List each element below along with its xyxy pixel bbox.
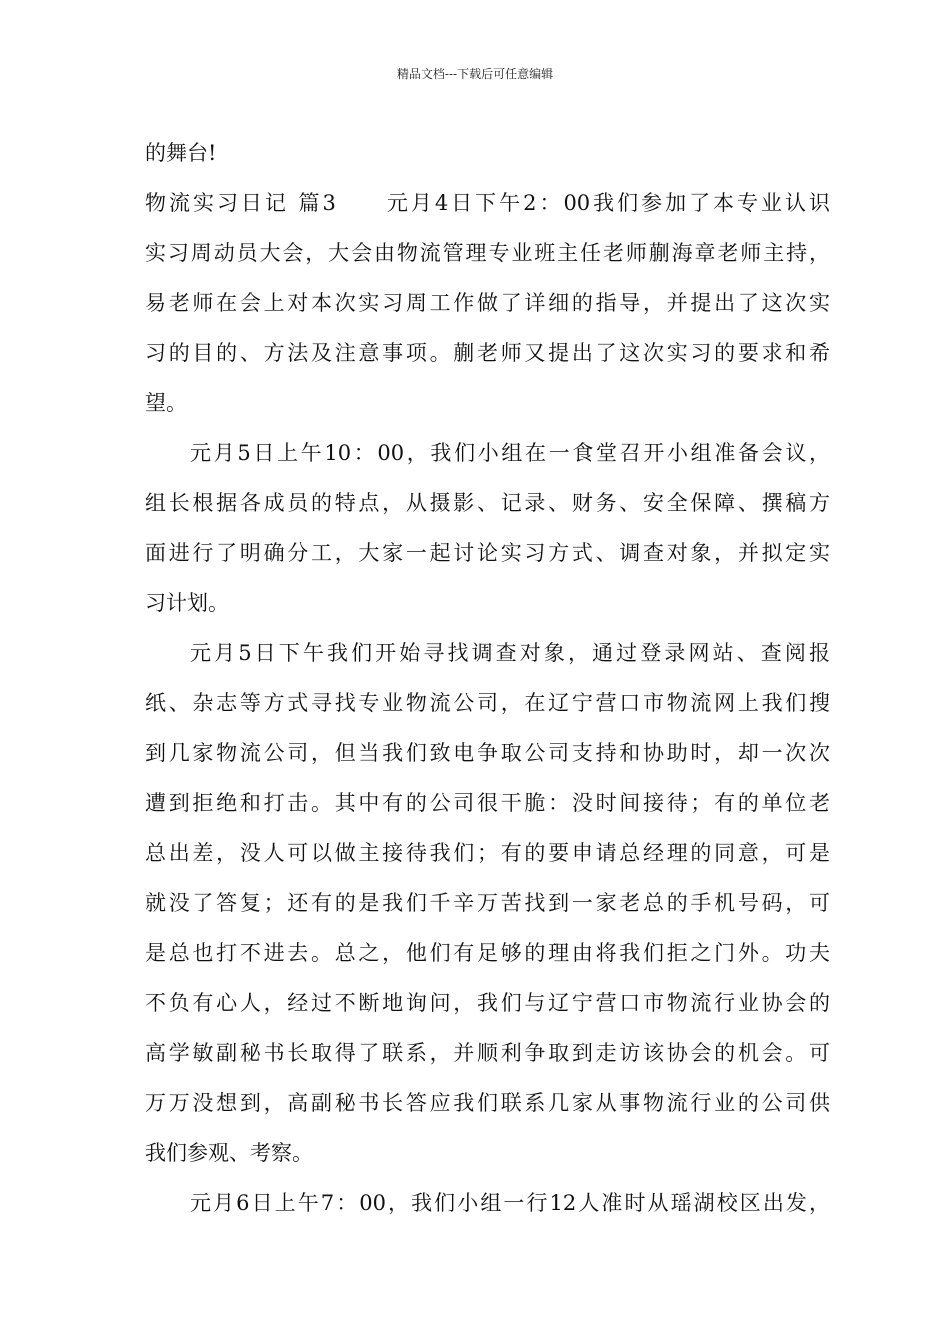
text-line: 到几家物流公司，但当我们致电争取公司支持和协助时，却一次次 [145, 741, 830, 765]
text-line: 总出差，没人可以做主接待我们；有的要申请总经理的同意，可是 [145, 841, 830, 865]
text-line: 面进行了明确分工，大家一起讨论实习方式、调查对象，并拟定实 [145, 541, 830, 565]
text-line: 易老师在会上对本次实习周工作做了详细的指导，并提出了这次实 [145, 291, 830, 315]
text-line: 我们参观、考察。 [145, 1141, 313, 1165]
text-line: 纸、杂志等方式寻找专业物流公司，在辽宁营口市物流网上我们搜 [145, 691, 830, 715]
text-line: 物流实习日记 篇3 元月4日下午2：00我们参加了本专业认识 [145, 191, 830, 215]
text-line: 元月6日上午7：00，我们小组一行12人准时从瑶湖校区出发， [190, 1191, 830, 1215]
text-line: 元月5日下午我们开始寻找调查对象，通过登录网站、查阅报 [190, 641, 830, 665]
text-line: 望。 [145, 391, 187, 415]
text-line: 遭到拒绝和打击。其中有的公司很干脆：没时间接待；有的单位老 [145, 791, 830, 815]
text-line: 习的目的、方法及注意事项。蒯老师又提出了这次实习的要求和希 [145, 341, 830, 365]
text-line: 万万没想到，高副秘书长答应我们联系几家从事物流行业的公司供 [145, 1091, 830, 1115]
text-line: 的舞台! [145, 141, 217, 165]
text-line: 元月5日上午10：00，我们小组在一食堂召开小组准备会议， [190, 441, 830, 465]
page-header: 精品文档---下载后可任意编辑 [396, 67, 554, 81]
text-line: 就没了答复；还有的是我们千辛万苦找到一家老总的手机号码，可 [145, 891, 830, 915]
text-line: 实习周动员大会，大会由物流管理专业班主任老师蒯海章老师主持， [145, 241, 830, 265]
text-line: 不负有心人，经过不断地询问，我们与辽宁营口市物流行业协会的 [145, 991, 830, 1015]
text-line: 组长根据各成员的特点，从摄影、记录、财务、安全保障、撰稿方 [145, 491, 830, 515]
document-body [145, 128, 830, 1228]
text-line: 高学敏副秘书长取得了联系，并顺利争取到走访该协会的机会。可 [145, 1041, 830, 1065]
text-line: 习计划。 [145, 591, 229, 615]
text-line: 是总也打不进去。总之，他们有足够的理由将我们拒之门外。功夫 [145, 941, 830, 965]
